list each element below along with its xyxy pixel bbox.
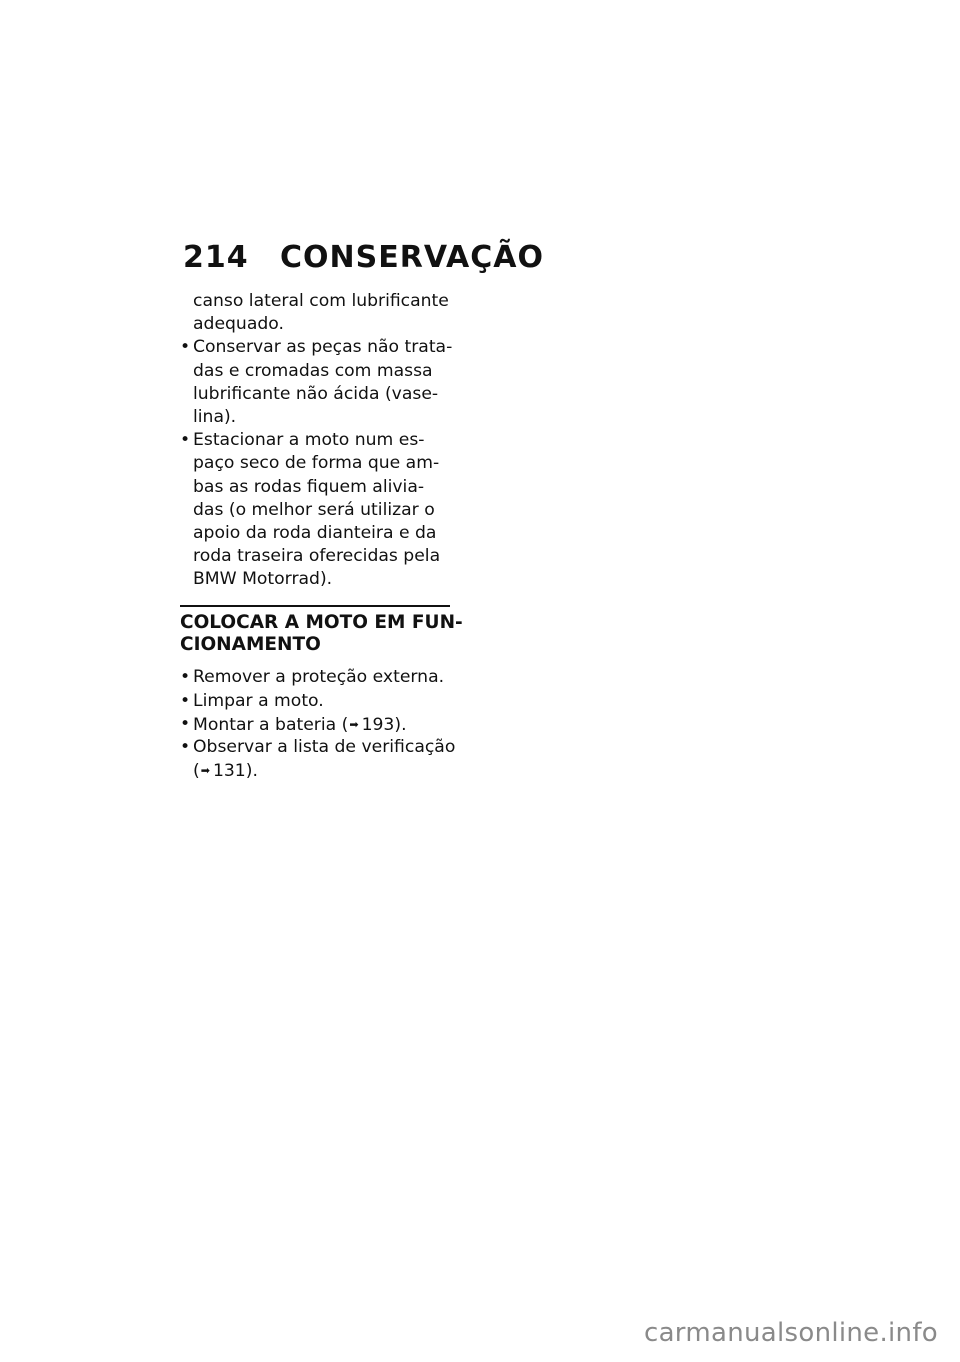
page-reference-link[interactable]: 193). (361, 714, 407, 735)
section-heading-line: CIONAMENTO (180, 634, 321, 656)
list-item (180, 666, 452, 689)
list-item (180, 429, 452, 452)
list-item (180, 336, 452, 359)
list-item-text: Montar a bateria ( (193, 714, 349, 735)
bullet-icon: • (180, 690, 191, 711)
list-item (180, 713, 452, 736)
list-item-text: Limpar a moto. (193, 690, 324, 711)
list-item-text: paço seco de forma que am- (193, 453, 440, 474)
arrow-right-icon: ➡ (349, 717, 359, 731)
list-item-text: Estacionar a moto num es- (193, 430, 425, 451)
list-item-text: lina). (193, 406, 237, 427)
chapter-title: CONSERVAÇÃO (280, 240, 544, 275)
list-item-text: Remover a proteção externa. (193, 667, 445, 688)
bullet-icon: • (180, 667, 191, 688)
watermark: carmanualsonline.info (643, 1318, 938, 1348)
bullet-icon: • (180, 713, 191, 734)
bullet-icon: • (180, 337, 191, 358)
list-item (180, 690, 452, 713)
text-column (180, 290, 463, 782)
list-item-text: ( (193, 761, 200, 782)
page-header (183, 240, 544, 280)
list-item (180, 736, 456, 759)
list-item-continuation (180, 759, 452, 782)
list-item-text: bas as rodas fiquem alivia- (193, 476, 425, 497)
arrow-right-icon: ➡ (200, 764, 210, 778)
page-reference-link[interactable]: 131). (212, 761, 258, 782)
bullet-icon: • (180, 737, 191, 757)
list-item-text: roda traseira oferecidas pela (193, 546, 441, 567)
section-heading (180, 612, 463, 656)
list-item-text: Observar a lista de verificação (193, 737, 456, 757)
list-item-text: das (o melhor será utilizar o (193, 499, 435, 520)
section-divider (180, 605, 450, 607)
intro-line: adequado. (193, 314, 284, 335)
list-item-text: das e cromadas com massa (193, 360, 433, 381)
bullet-icon: • (180, 430, 191, 451)
list-item-text: Conservar as peças não trata- (193, 337, 453, 358)
list-item-text: apoio da roda dianteira e da (193, 522, 437, 543)
list-item-text: BMW Motorrad). (193, 569, 333, 590)
page-number: 214 (183, 240, 249, 275)
section-heading-line: COLOCAR A MOTO EM FUN- (180, 612, 463, 634)
list-item-text: lubrificante não ácida (vase- (193, 383, 439, 404)
intro-line: canso lateral com lubrificante (193, 291, 449, 311)
